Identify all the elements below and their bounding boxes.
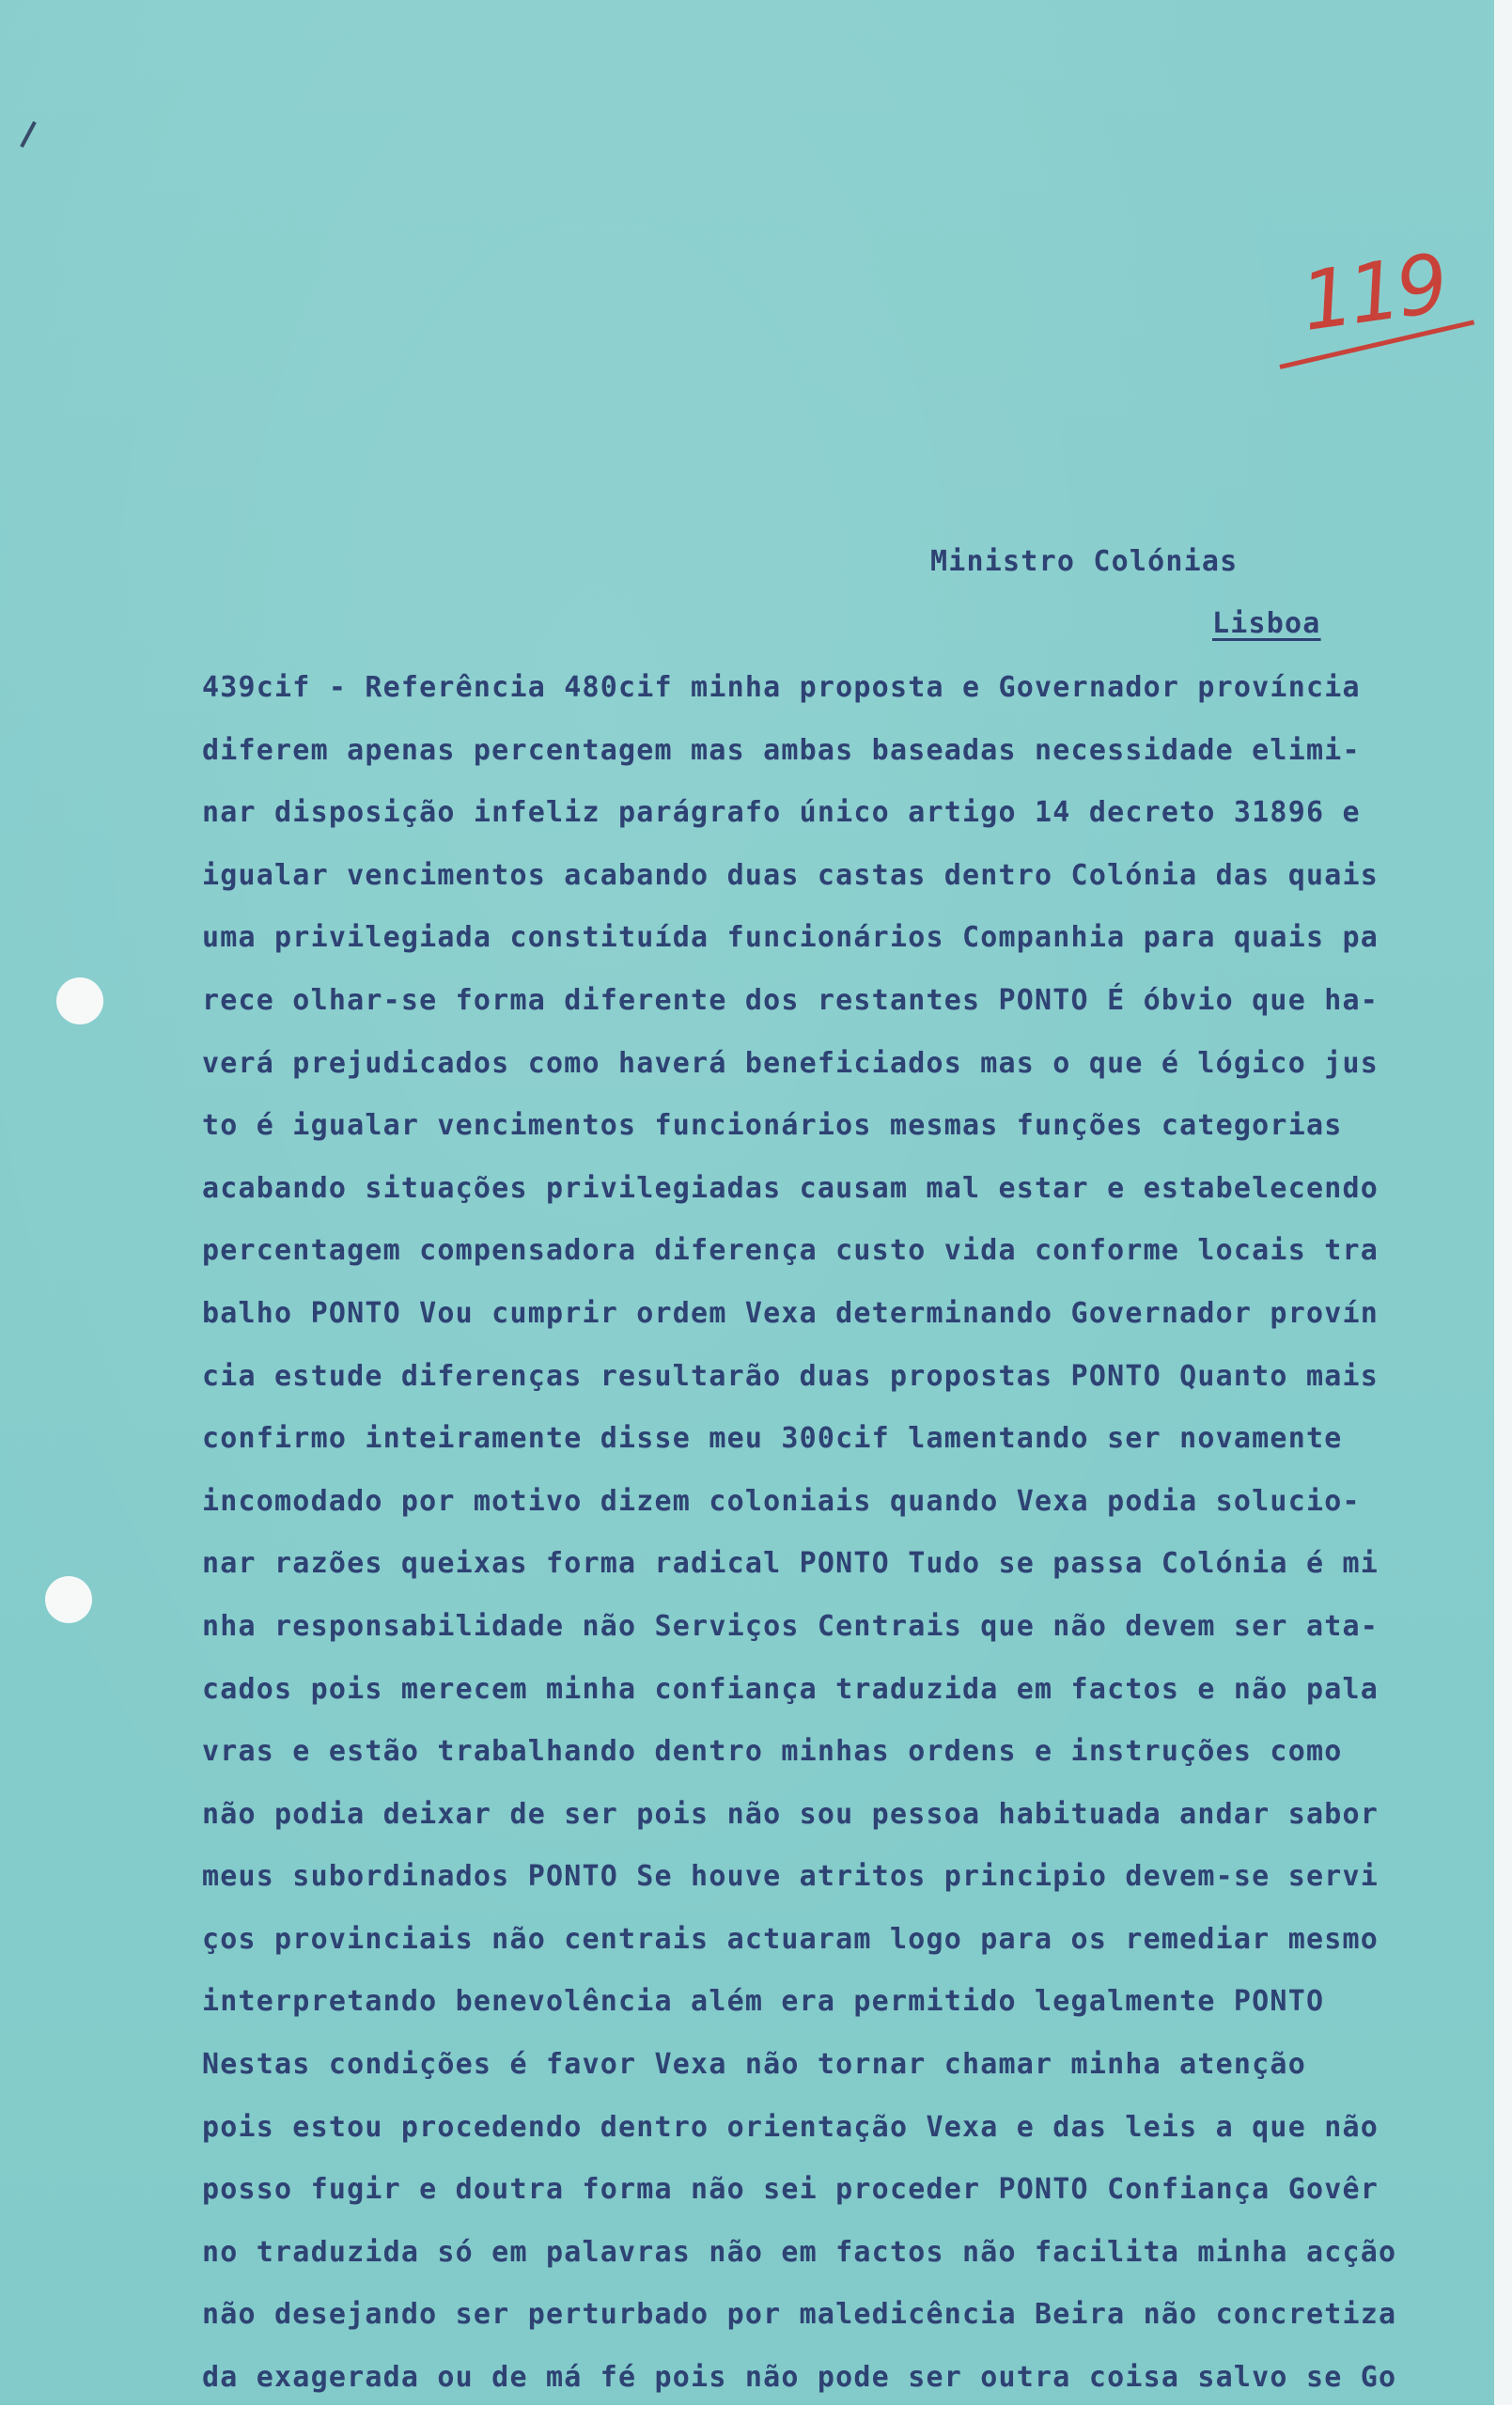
body-line: to é igualar vencimentos funcionários mesmas funções categorias — [202, 1109, 1343, 1143]
body-line: 439cif - Referência 480cif minha proposta e Governador província — [202, 671, 1361, 704]
body-line: não desejando ser perturbado por maledicência Beira não concretiza — [202, 2298, 1397, 2332]
body-line: verá prejudicados como haverá beneficiados mas o que é lógico jus — [202, 1046, 1379, 1080]
body-line: uma privilegiada constituída funcionários Companhia para quais pa — [202, 921, 1379, 955]
body-line: diferem apenas percentagem mas ambas baseadas necessidade elimi- — [202, 733, 1361, 767]
body-line: da exagerada ou de má fé pois não pode ser outra coisa salvo se Go — [202, 2361, 1397, 2395]
body-line: rece olhar-se forma diferente dos restantes PONTO É óbvio que ha- — [202, 983, 1379, 1017]
body-line: nha responsabilidade não Serviços Centrais que não devem ser ata- — [202, 1609, 1379, 1643]
body-line: Nestas condições é favor Vexa não tornar chamar minha atenção — [202, 2048, 1306, 2082]
recipient-line: Ministro Colónias — [930, 545, 1239, 578]
body-line: balho PONTO Vou cumprir ordem Vexa determinando Governador provín — [202, 1296, 1379, 1330]
punch-hole-bottom — [45, 1576, 92, 1623]
body-line: posso fugir e doutra forma não sei proceder PONTO Confiança Govêr — [202, 2173, 1379, 2207]
body-line: não podia deixar de ser pois não sou pessoa habituada andar sabor — [202, 1797, 1379, 1831]
telegram-body — [202, 669, 1452, 2422]
body-line: vras e estão trabalhando dentro minhas ordens e instruções como — [202, 1735, 1343, 1769]
pencil-mark — [20, 121, 37, 148]
body-line: ços provinciais não centrais actuaram logo para os remediar mesmo — [202, 1922, 1379, 1956]
body-line: cia estude diferenças resultarão duas propostas PONTO Quanto mais — [202, 1359, 1379, 1393]
body-line: nar disposição infeliz parágrafo único artigo 14 decreto 31896 e — [202, 796, 1361, 830]
body-line: acabando situações privilegiadas causam mal estar e estabelecendo — [202, 1171, 1379, 1205]
body-line: incomodado por motivo dizem coloniais quando Vexa podia solucio- — [202, 1484, 1361, 1518]
body-line: percentagem compensadora diferença custo vida conforme locais tra — [202, 1234, 1379, 1268]
body-line: cados pois merecem minha confiança traduzida em factos e não pala — [202, 1672, 1379, 1706]
body-line: interpretando benevolência além era permitido legalmente PONTO — [202, 1985, 1325, 2019]
body-line: meus subordinados PONTO Se houve atritos principio devem-se servi — [202, 1860, 1379, 1894]
location-line: Lisboa — [1212, 607, 1321, 640]
punch-hole-top — [56, 977, 103, 1024]
body-line: no traduzida só em palavras não em factos não facilita minha acção — [202, 2235, 1397, 2269]
page-edge — [1494, 0, 1512, 2405]
handwritten-page-number: 119 — [1295, 236, 1451, 351]
body-line: confirmo inteiramente disse meu 300cif lamentando ser novamente — [202, 1422, 1343, 1456]
body-line: nar razões queixas forma radical PONTO Tudo se passa Colónia é mi — [202, 1547, 1379, 1581]
body-line: igualar vencimentos acabando duas castas dentro Colónia das quais — [202, 858, 1379, 892]
body-line: pois estou procedendo dentro orientação Vexa e das leis a que não — [202, 2110, 1379, 2144]
